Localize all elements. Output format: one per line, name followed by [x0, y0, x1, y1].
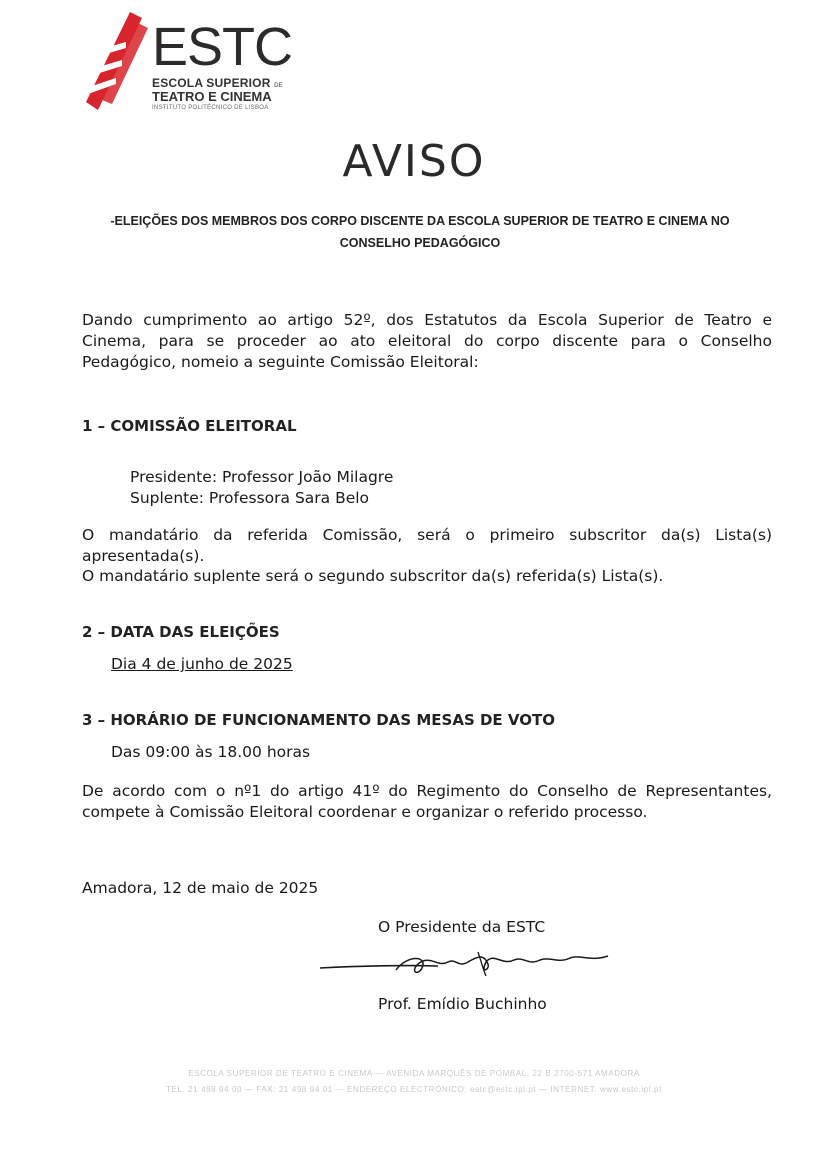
place-and-date: Amadora, 12 de maio de 2025: [82, 879, 319, 897]
estc-logo: [86, 12, 296, 112]
intro-paragraph: Dando cumprimento ao artigo 52º, dos Estatutos da Escola Superior de Teatro e Cinema, para se proceder ao ato eleitoral do corpo discente para o Conselho Pedagógico, nomeio a seguinte Comissão Eleitoral:: [82, 311, 772, 371]
representative-note: O mandatário da referida Comissão, será o primeiro subscritor da(s) Lista(s) apresentada(s).: [82, 526, 772, 565]
closing-paragraph: De acordo com o nº1 do artigo 41º do Regimento do Conselho de Representantes, compete à Comissão Eleitoral coordenar e organizar o referido processo.: [82, 782, 772, 821]
section-1-heading: 1 – COMISSÃO ELEITORAL: [82, 417, 297, 435]
section-3-heading: 3 – HORÁRIO DE FUNCIONAMENTO DAS MESAS DE VOTO: [82, 711, 555, 729]
estc-logo-mark-icon: [86, 12, 148, 110]
page-subtitle: [100, 210, 740, 254]
committee-substitute: Suplente: Professora Sara Belo: [130, 489, 370, 507]
logo-line-3: INSTITUTO POLITÉCNICO DE LISBOA: [152, 105, 269, 111]
signatory-role: O Presidente da ESTC: [378, 918, 546, 936]
subtitle-line-2: CONSELHO PEDAGÓGICO: [339, 236, 501, 250]
election-date: Dia 4 de junho de 2025: [111, 655, 293, 673]
logo-acronym: ESTC: [152, 17, 293, 77]
page-title: AVISO: [342, 136, 486, 187]
substitute-representative-note: O mandatário suplente será o segundo subscritor da(s) referida(s) Lista(s).: [82, 567, 664, 585]
section-2-heading: 2 – DATA DAS ELEIÇÕES: [82, 623, 280, 641]
footer-address: ESCOLA SUPERIOR DE TEATRO E CINEMA — AVENIDA MARQUÊS DE POMBAL, 22 B 2700-571 AMADORA: [188, 1069, 640, 1078]
logo-line-1: ESCOLA SUPERIOR DE: [152, 76, 283, 90]
logo-line-2: TEATRO E CINEMA: [152, 89, 272, 104]
handwritten-signature: [318, 944, 618, 980]
signatory-name: Prof. Emídio Buchinho: [378, 995, 547, 1013]
footer-contacts: TEL. 21 498 94 00 — FAX: 21 498 94 01 — ENDEREÇO ELECTRÓNICO: estc@estc.ipl.pt — INTERNET: www.estc.ipl.pt: [166, 1085, 662, 1094]
committee-president: Presidente: Professor João Milagre: [130, 468, 394, 486]
voting-hours: Das 09:00 às 18.00 horas: [111, 743, 311, 761]
subtitle-line-1: -ELEIÇÕES DOS MEMBROS DOS CORPO DISCENTE DA ESCOLA SUPERIOR DE TEATRO E CINEMA NO: [110, 214, 730, 228]
